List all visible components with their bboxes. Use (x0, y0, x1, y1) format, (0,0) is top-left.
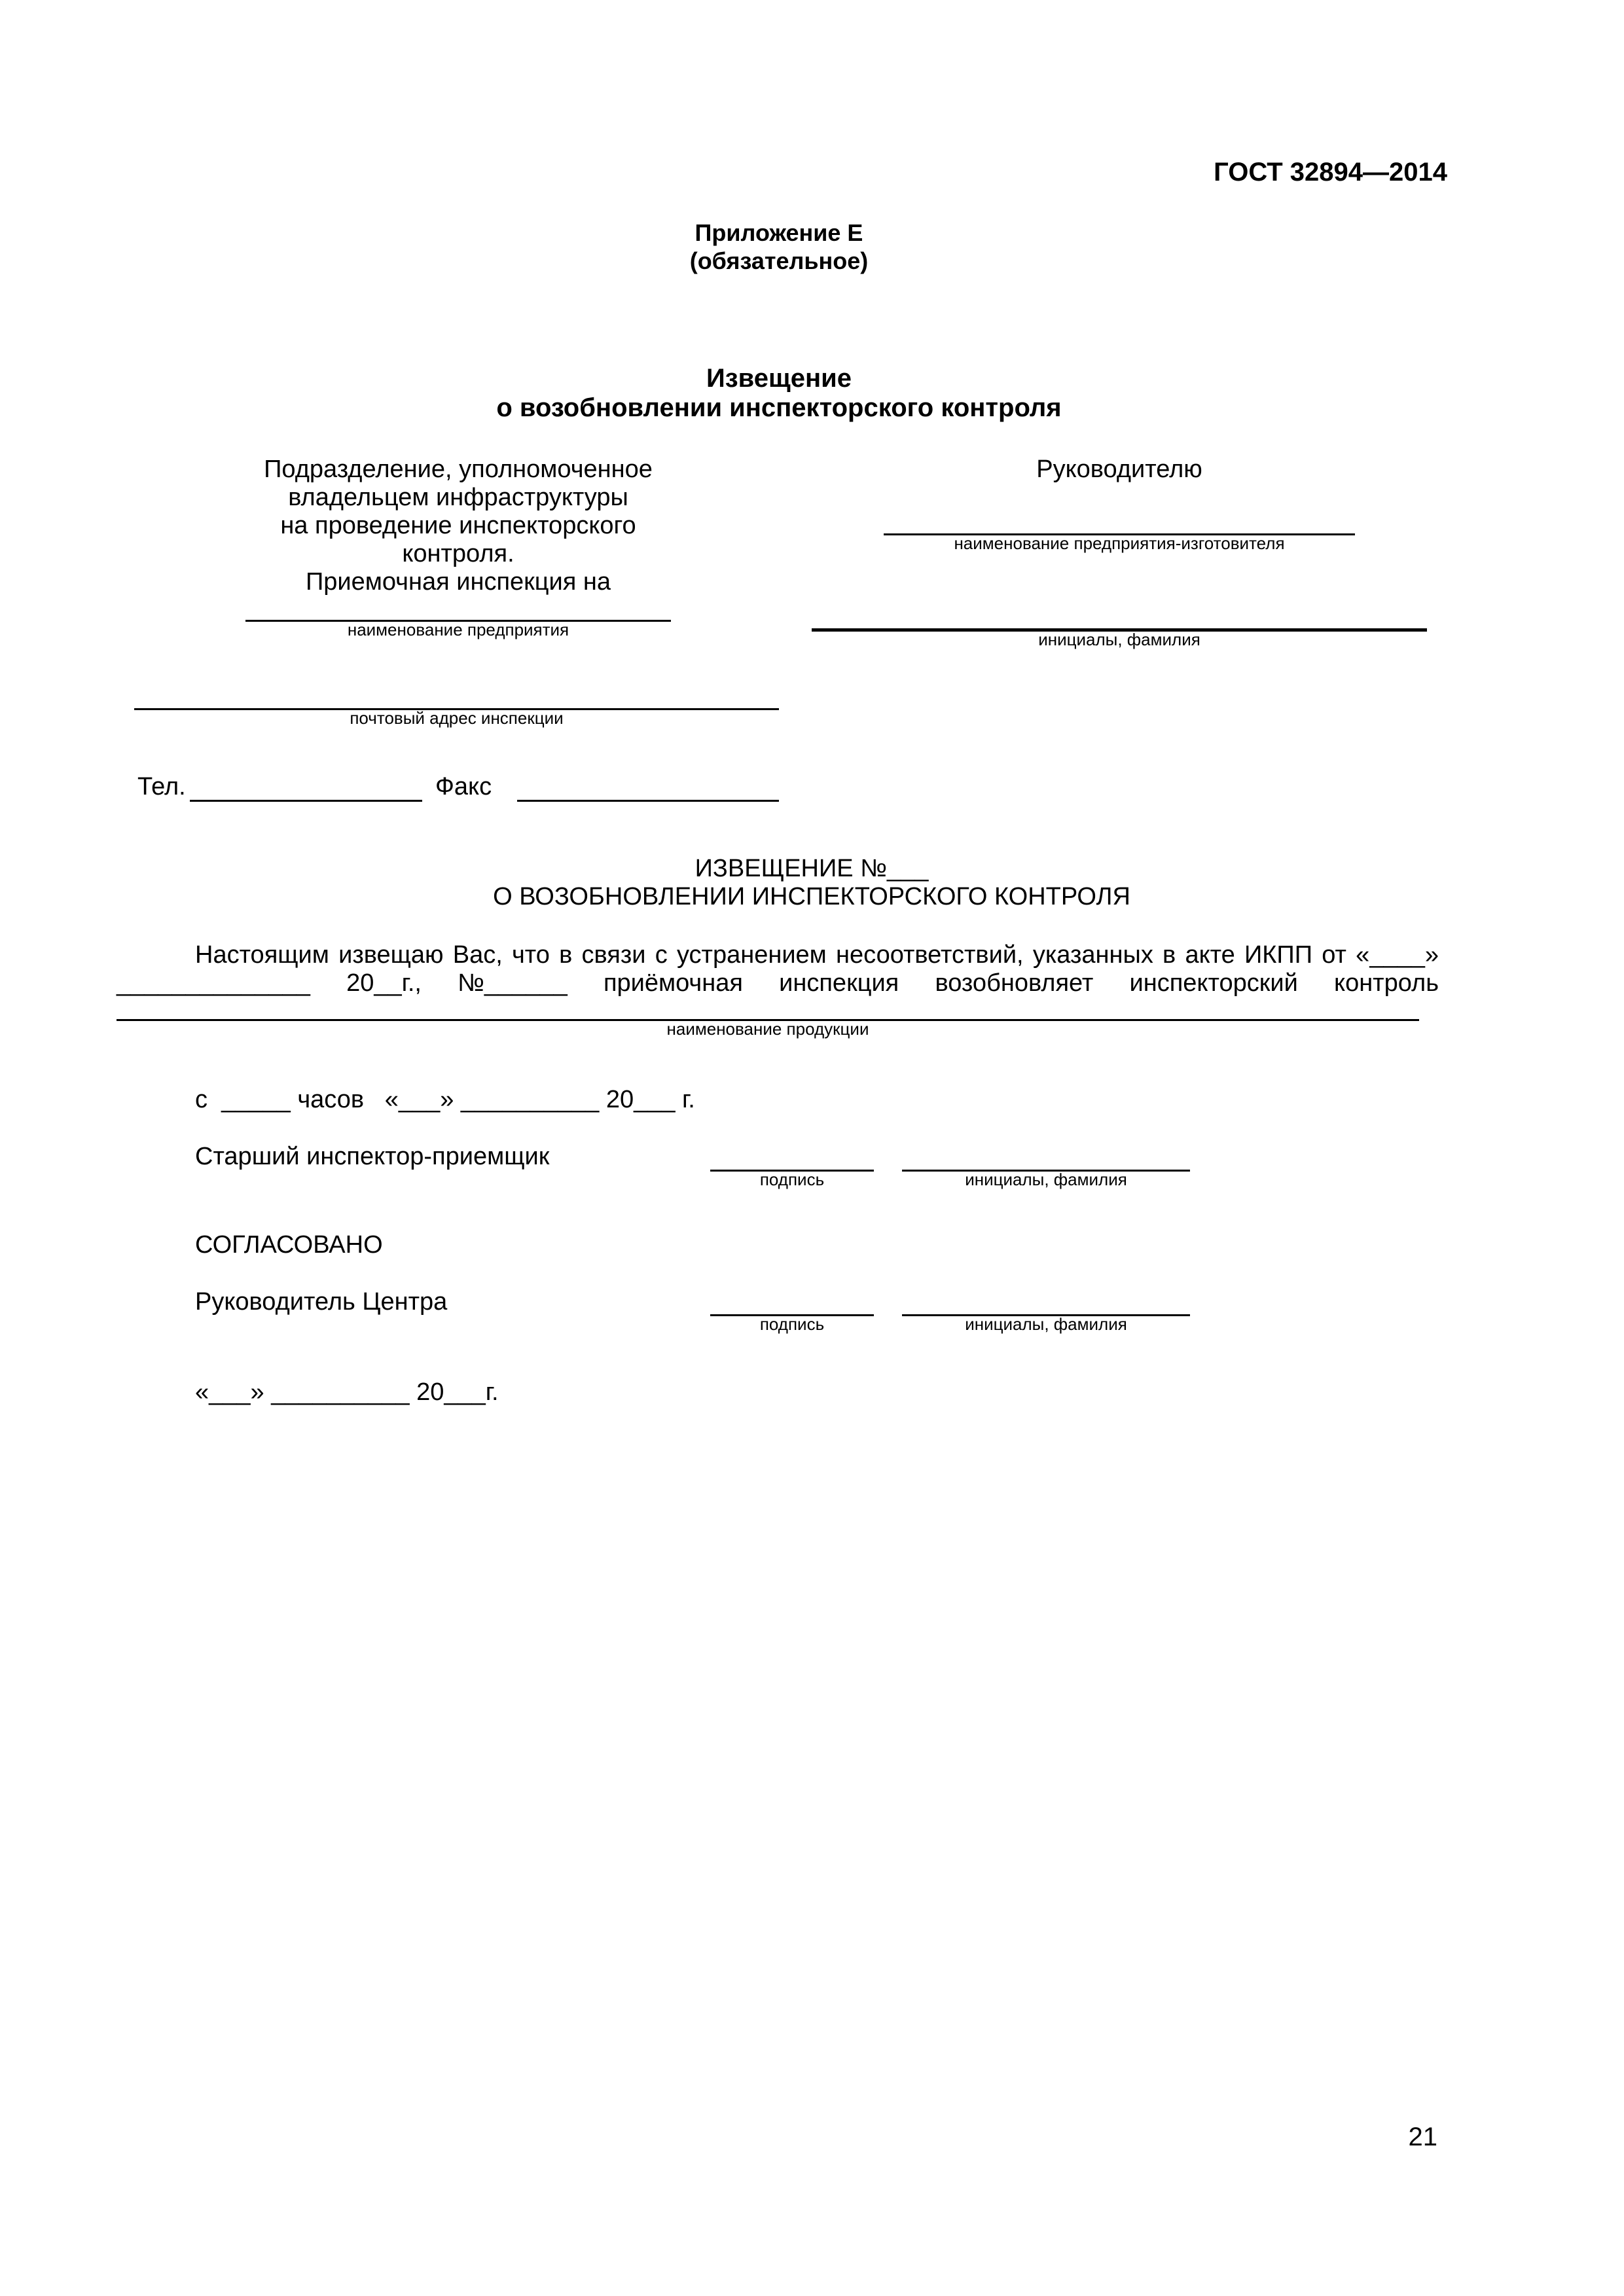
paragraph-word: инспекторский (1129, 969, 1298, 997)
left-block-line: Приемочная инспекция на (305, 568, 611, 596)
tel-label: Тел. (137, 773, 186, 800)
appendix-title: Приложение Е (695, 219, 863, 246)
enterprise-name-caption: наименование предприятия (347, 620, 569, 639)
paragraph-word: приёмочная (603, 969, 743, 997)
agreed-label: СОГЛАСОВАНО (195, 1231, 383, 1259)
left-block-line: контроля. (402, 540, 514, 567)
fax-label: Факс (435, 773, 492, 800)
left-block-line: Подразделение, уполномоченное (264, 456, 653, 483)
head-signature-caption: подпись (759, 1314, 825, 1334)
recipient-title: Руководителю (1036, 456, 1202, 483)
appendix-status: (обязательное) (689, 247, 869, 274)
recipient-initials-caption: инициалы, фамилия (1038, 630, 1200, 649)
left-block-line: на проведение инспекторского (280, 512, 636, 539)
notice-paragraph-line2 (117, 969, 1439, 997)
paragraph-word: возобновляет (935, 969, 1094, 997)
paragraph-word: контроль (1334, 969, 1439, 997)
notice-heading: ИЗВЕЩЕНИЕ №___ (695, 855, 929, 882)
document-title: Извещение (706, 364, 852, 393)
fax-field[interactable] (517, 800, 779, 802)
approval-date-line: «___» __________ 20___г. (195, 1378, 499, 1406)
manufacturer-name-caption: наименование предприятия-изготовителя (954, 533, 1285, 553)
tel-field[interactable] (190, 800, 422, 802)
document-subtitle: о возобновлении инспекторского контроля (496, 393, 1062, 422)
notice-subheading: О ВОЗОБНОВЛЕНИИ ИНСПЕКТОРСКОГО КОНТРОЛЯ (493, 883, 1130, 910)
paragraph-word: ______________ (117, 969, 310, 997)
left-block-line: владельцем инфраструктуры (288, 484, 628, 511)
page-number: 21 (1408, 2123, 1437, 2151)
inspector-initials-caption: инициалы, фамилия (965, 1170, 1127, 1189)
standard-number: ГОСТ 32894—2014 (1214, 158, 1447, 187)
head-initials-caption: инициалы, фамилия (965, 1314, 1127, 1334)
paragraph-word: №______ (458, 969, 568, 997)
resume-date-line: с _____ часов «___» __________ 20___ г. (195, 1086, 695, 1113)
inspector-signature-caption: подпись (759, 1170, 825, 1189)
center-head-title: Руководитель Центра (195, 1288, 448, 1316)
postal-address-caption: почтовый адрес инспекции (350, 708, 564, 728)
paragraph-word: 20__г., (346, 969, 422, 997)
inspector-title: Старший инспектор-приемщик (195, 1143, 550, 1170)
notice-paragraph-line1: Настоящим извещаю Вас, что в связи с устранением несоответствий, указанных в акте ИКПП от «____» (195, 941, 1439, 969)
paragraph-word: инспекция (779, 969, 899, 997)
product-name-caption: наименование продукции (666, 1019, 869, 1039)
